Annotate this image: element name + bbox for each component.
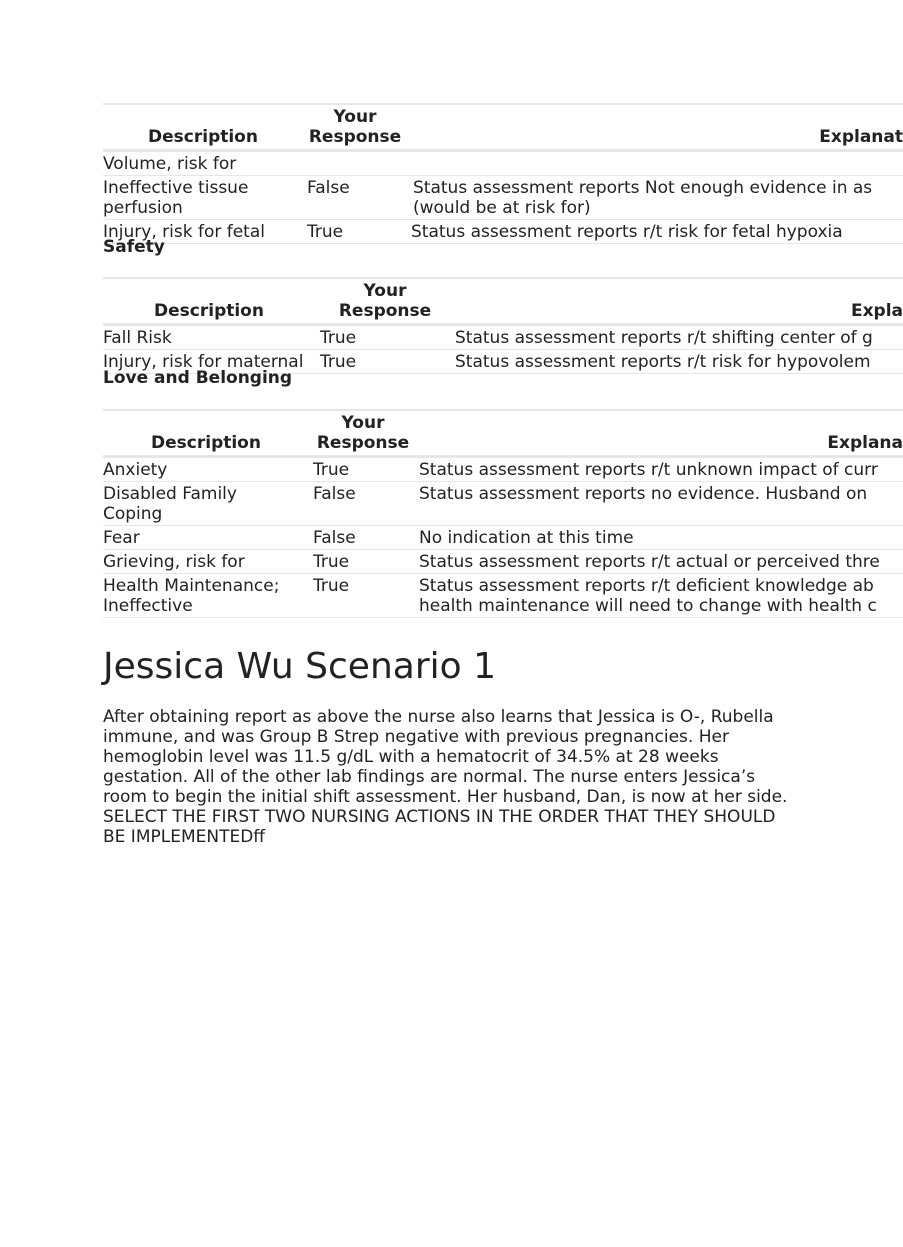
row-description: Ineffective tissue perfusion (103, 176, 303, 220)
table-header-row (103, 278, 903, 325)
row-description: Anxiety (103, 457, 309, 482)
response-header: Your Response (303, 104, 407, 151)
row-response: True (309, 457, 417, 482)
row-description: Volume, risk for (103, 151, 303, 176)
scenario-title: Jessica Wu Scenario 1 (103, 646, 496, 687)
table-row (103, 176, 903, 220)
row-response: True (309, 574, 417, 618)
section-title-love-and-belonging: Love and Belonging (103, 368, 293, 388)
row-explanation: Status assessment reports r/t shifting center of g (455, 325, 903, 350)
section-title-safety: Safety (103, 237, 165, 257)
row-explanation (407, 151, 903, 176)
table-row (103, 457, 903, 482)
diagnosis-table-2 (103, 277, 903, 374)
explanation-header: Expla (455, 278, 903, 325)
table-row (103, 220, 903, 244)
row-response: True (315, 325, 455, 350)
description-header: Description (103, 410, 309, 457)
row-explanation: Status assessment reports r/t risk for fetal hypoxia (407, 220, 903, 244)
diagnosis-table-1 (103, 103, 903, 244)
row-description: Fall Risk (103, 325, 315, 350)
row-description: Disabled Family Coping (103, 482, 309, 526)
table-header-row (103, 104, 903, 151)
row-explanation: Status assessment reports r/t risk for hypovolem (455, 350, 903, 374)
row-response: True (315, 350, 455, 374)
row-explanation: Status assessment reports r/t actual or perceived thre (417, 550, 903, 574)
row-description: Grieving, risk for (103, 550, 309, 574)
row-response: True (309, 550, 417, 574)
description-header: Description (103, 278, 315, 325)
response-header: Your Response (309, 410, 417, 457)
explanation-header: Explana (417, 410, 903, 457)
response-header: Your Response (315, 278, 455, 325)
row-explanation: No indication at this time (417, 526, 903, 550)
row-description: Injury, risk for fetal (103, 220, 303, 244)
table-row (103, 325, 903, 350)
row-description: Injury, risk for maternal (103, 350, 315, 374)
table-row (103, 526, 903, 550)
row-explanation: Status assessment reports r/t deficient knowledge ab health maintenance will need to change with health c (417, 574, 903, 618)
row-explanation: Status assessment reports r/t unknown impact of curr (417, 457, 903, 482)
row-description: Health Maintenance; Ineffective (103, 574, 309, 618)
row-description: Fear (103, 526, 309, 550)
row-response: False (309, 482, 417, 526)
table-row (103, 574, 903, 618)
table-header-row (103, 410, 903, 457)
row-response: False (309, 526, 417, 550)
row-explanation: Status assessment reports no evidence. Husband on (417, 482, 903, 526)
diagnosis-table-3 (103, 409, 903, 618)
row-response (303, 151, 407, 176)
explanation-header: Explanat (407, 104, 903, 151)
row-explanation: Status assessment reports Not enough evidence in as (would be at risk for) (407, 176, 903, 220)
row-response: True (303, 220, 407, 244)
scenario-paragraph: After obtaining report as above the nurse also learns that Jessica is O-, Rubella immune, and was Group B Strep negative with previous pregnancies. Her hemoglobin level was 11.5 g/dL with a hematocrit of 34.5% at 28 weeks gestation. All of the other lab findings are normal. The nurse enters Jessica’s room to begin the initial shift assessment. Her husband, Dan, is now at her side. SELECT THE FIRST TWO NURSING ACTIONS IN THE ORDER THAT THEY SHOULD BE IMPLEMENTEDff (103, 707, 788, 847)
table-row (103, 482, 903, 526)
row-response: False (303, 176, 407, 220)
table-row (103, 151, 903, 176)
description-header: Description (103, 104, 303, 151)
table-row (103, 550, 903, 574)
